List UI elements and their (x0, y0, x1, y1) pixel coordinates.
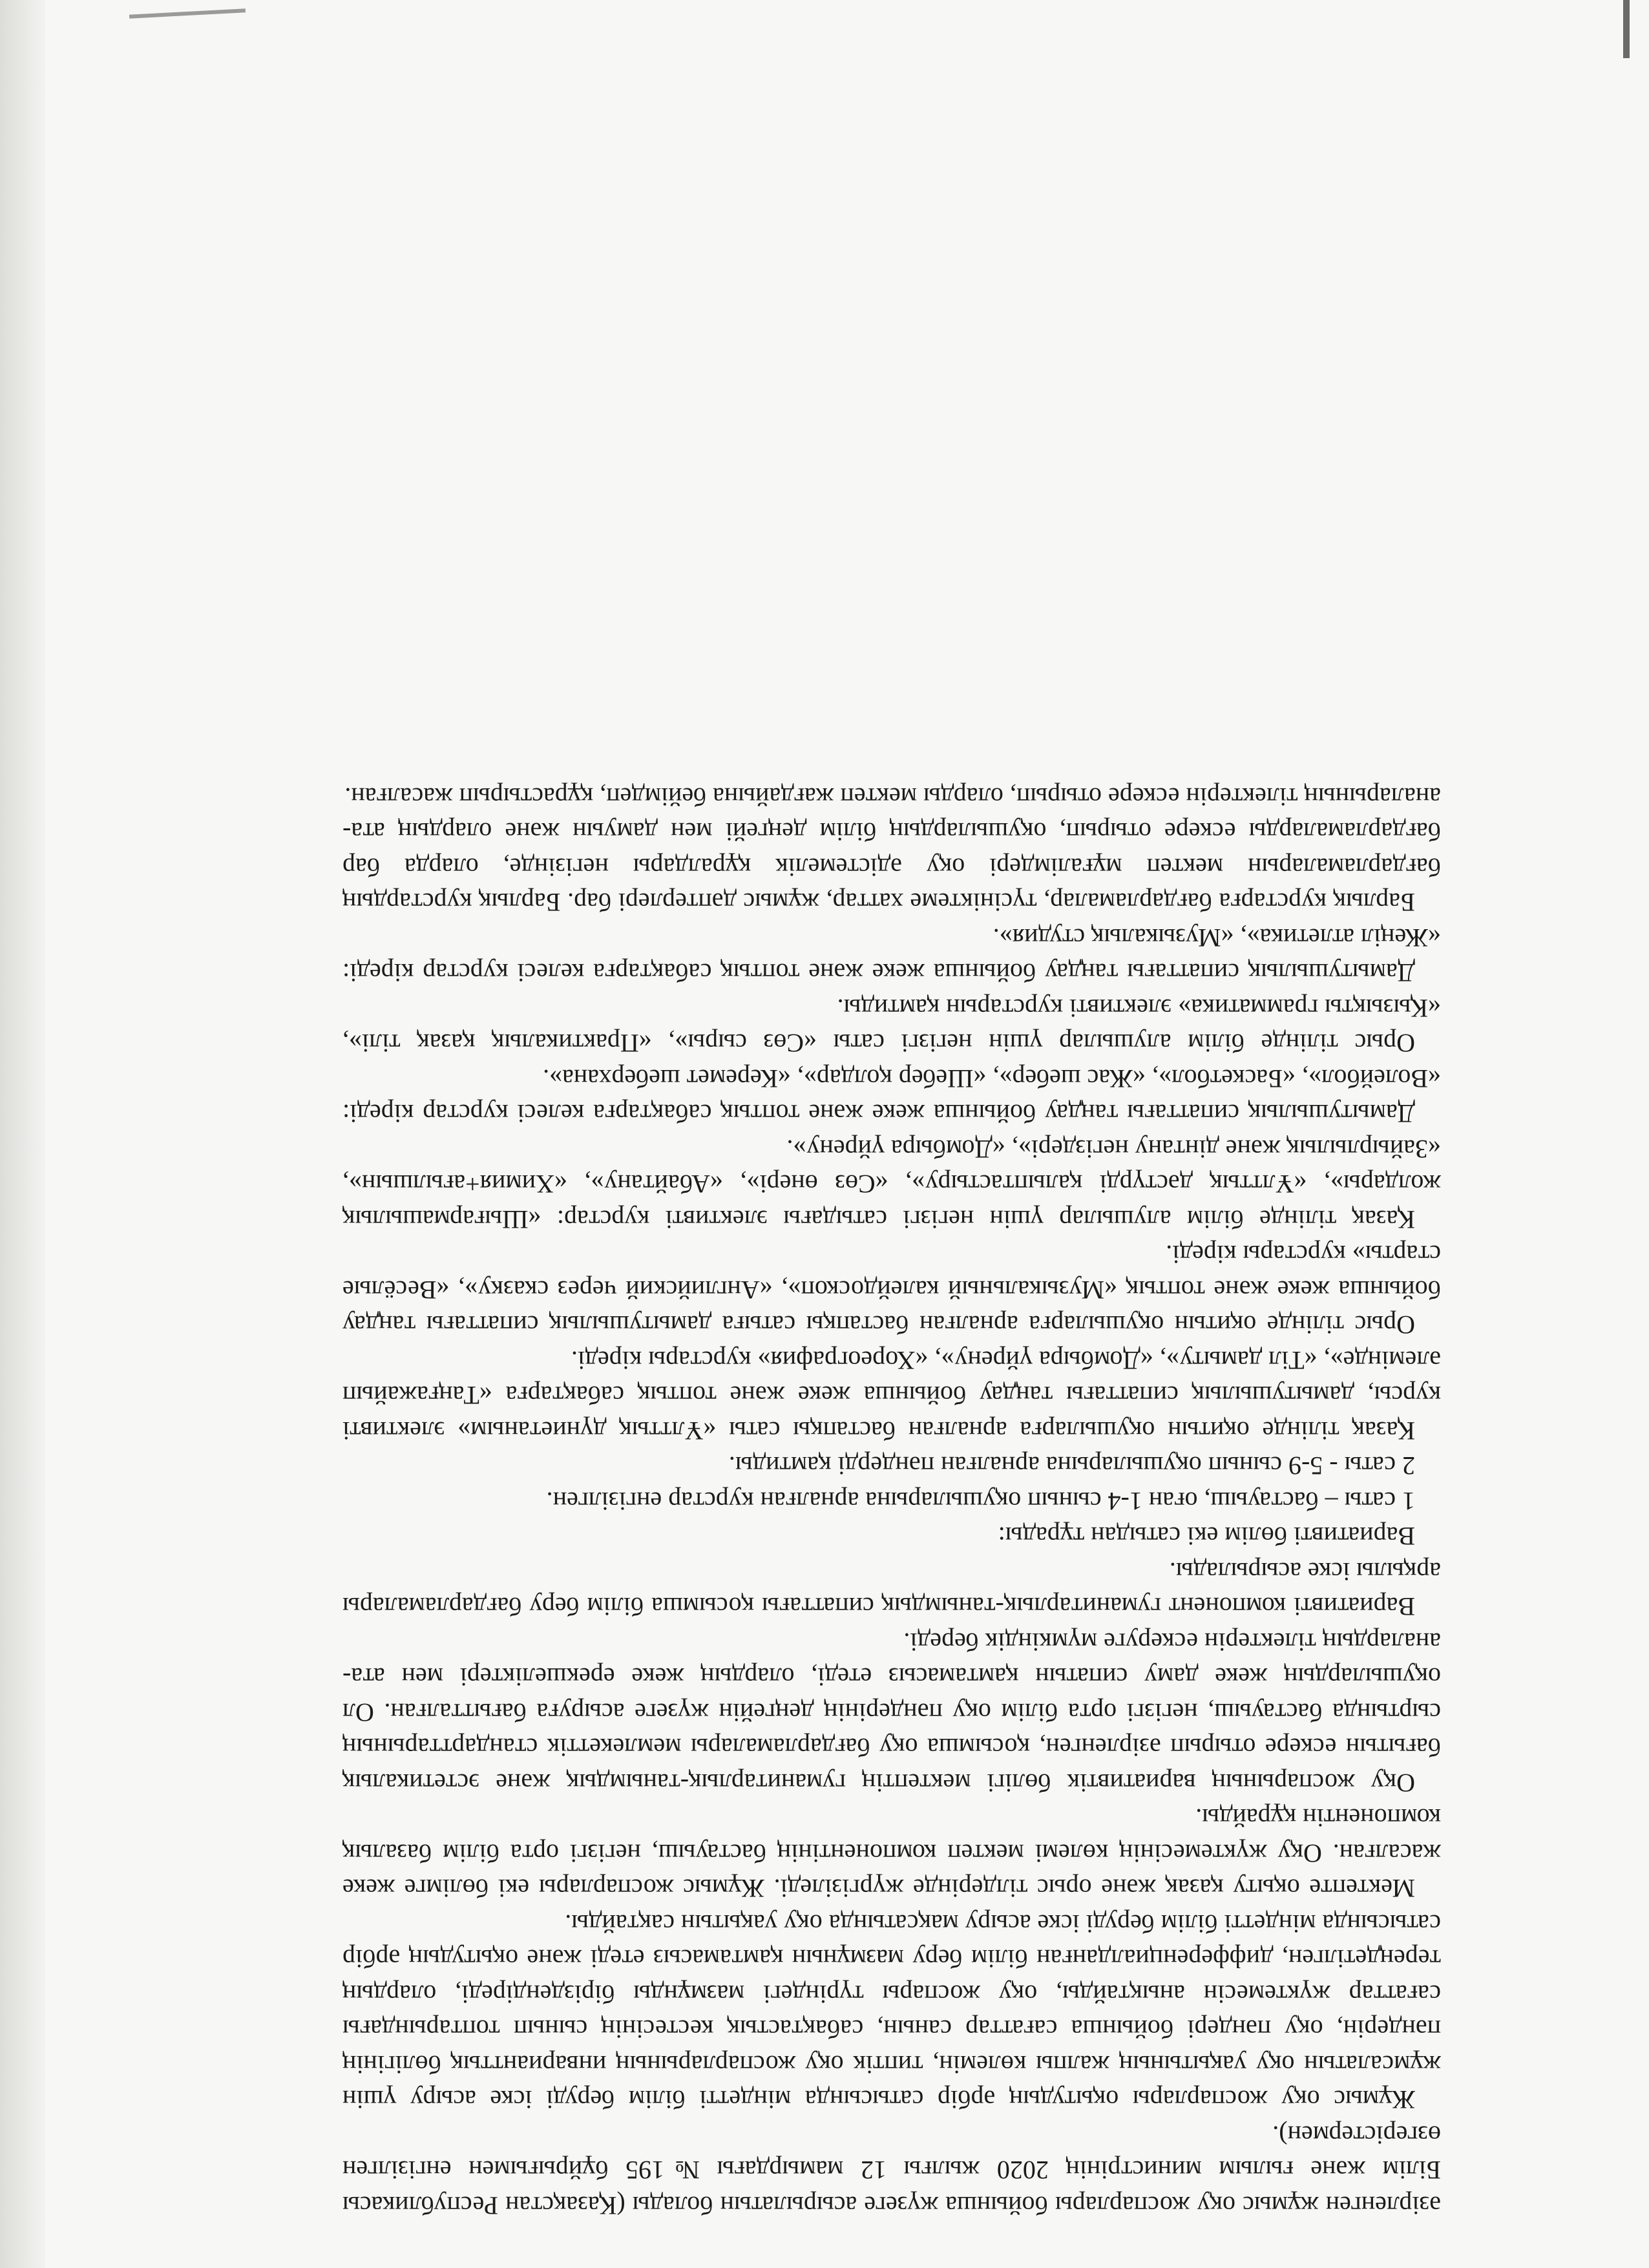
paragraph: Оқу жоспарының вариативтік бөлігі мектептің гуманитарлық-танымдық және эстетикалық бағытын ескере отырып әзірленген, қосымша оқу бағдарламалары мемлекеттік стандарттарының сыртында бастауыш, негізгі орта білім оқу пәндерінің деңгейін жүзеге асыруға бағытталған. Ол оқушылардың жеке даму сипатын қамтамасыз етеді, олардың жеке ерекшеліктері мен ата-аналардың тілектерін ескеруге мүмкіндік береді. (342, 1628, 1441, 1798)
scan-mark (129, 8, 246, 18)
scan-edge-shadow (0, 0, 45, 2268)
paragraph: әзірленген жұмыс оқу жоспарлары бойынша жүзеге асырылатын болады (Қазақстан Республикасы Білім және ғылым министрінің 2020 жылғы 12 мамырдағы №195 бұйрығымен енгізілген өзгерістермен). (342, 2121, 1441, 2220)
scan-edge-mark (1623, 0, 1630, 58)
paragraph: Қазақ тілінде білім алушылар үшін негізгі сатыдағы элективті курстар: «Шығармашылық жолдары», «Ұлттық дәстүрді қалыптастыру», «Сөз өнері», «Абайтану», «Химия+ағылшын», «Зайырлылық және дінтану негіздері», «Домбыра үйрену». (342, 1135, 1441, 1234)
document-body-rotated (342, 200, 1441, 2223)
paragraph: 1 саты – бастауыш, оған 1-4 сынып оқушыларына арналған курстар енгізілген. (546, 1487, 1415, 1516)
paragraph: Вариативті бөлім екі сатыдан тұрады: (998, 1522, 1415, 1551)
paragraph: Дамытушылық сипаттағы таңдау бойынша жеке және топтық сабақтарға келесі курстар кіреді: «Жеңіл атлетика», «Музыкалық студия». (342, 923, 1441, 988)
paragraph: 2 саты - 5-9 сынып оқушыларына арналған пәндерді қамтиды. (728, 1451, 1415, 1481)
paragraph: Дамытушылық сипаттағы таңдау бойынша жеке және топтық сабақтарға келесі курстар кіреді: «Волейбол», «Баскетбол», «Жас шебер», «Шебер қолдар», «Керемет шеберхана». (342, 1064, 1441, 1129)
paragraph: Орыс тілінде оқитын оқушыларға арналған бастапқы сатыға дамытушылық сипаттағы таңдау бойынша жеке және топтық «Музыкальный калейдоскоп», «Английский через сказку», «Весёлые старты» курстары кіреді. (342, 1240, 1441, 1340)
paragraph: Қазақ тілінде оқитын оқушыларға арналған бастапқы саты «Ұлттық дүниетаным» элективті курсы, дамытушылық сипаттағы таңдау бойынша жеке және топтық сабақтарға «Таңғажайып әлемінде», «Тіл дамыту», «Домбыра үйрену», «Хореография» курстары кіреді. (342, 1346, 1441, 1445)
paragraph: Барлық курстарға бағдарламалар, түсініктеме хаттар, жұмыс дәптерлері бар. Барлық курстардың бағдарламаларын мектеп мұғалімдері оқу әдістемелік құралдары негізінде, оларда бар бағдарламаларды ескере отырып, оқушылардың білім деңгейі мен дамуын және олардың ата-аналарының тілектерін ескере отырып, оларды мектеп жағдайына бейімдеп, құрастырып жасалған. (342, 782, 1441, 918)
paragraph: Орыс тілінде білім алушылар үшін негізгі саты «Сөз сыры», «Практикалық қазақ тілі», «Қызықты грамматика» элективті курстарын қамтиды. (342, 994, 1441, 1058)
paragraph: Вариативті компонент гуманитарлық-танымдық сипаттағы қосымша білім беру бағдарламалары арқылы іске асырылады. (342, 1557, 1441, 1622)
paragraph: Жұмыс оқу жоспарлары оқытудың әрбір сатысында міндетті білім беруді іске асыру үшін жұмсалатын оқу уақытының жалпы көлемін, типтік оқу жоспарларының инварианттық бөлігінің пәндерін, оқу пәндері бойынша сағаттар санын, сабақтастық кестесінің сынып топтарындағы сағаттар жүктемесін анықтайды, оқу жоспары түріндегі мазмұнды біріздендіреді, олардың тереңдетілген, дифференциалданған білім беру мазмұнын қамтамасыз етеді және оқытудың әрбір сатысында міндетті білім беруді іске асыру мақсатында оқу уақытын сақтайды. (342, 1909, 1441, 2115)
paragraph: Мектепте оқыту қазақ және орыс тілдерінде жүргізіледі. Жұмыс жоспарлары екі бөлімге жеке жасалған. Оқу жүктемесінің көлемі мектеп компонентінің бастауыш, негізгі орта білім базалық компонентін құрайды. (342, 1803, 1441, 1904)
